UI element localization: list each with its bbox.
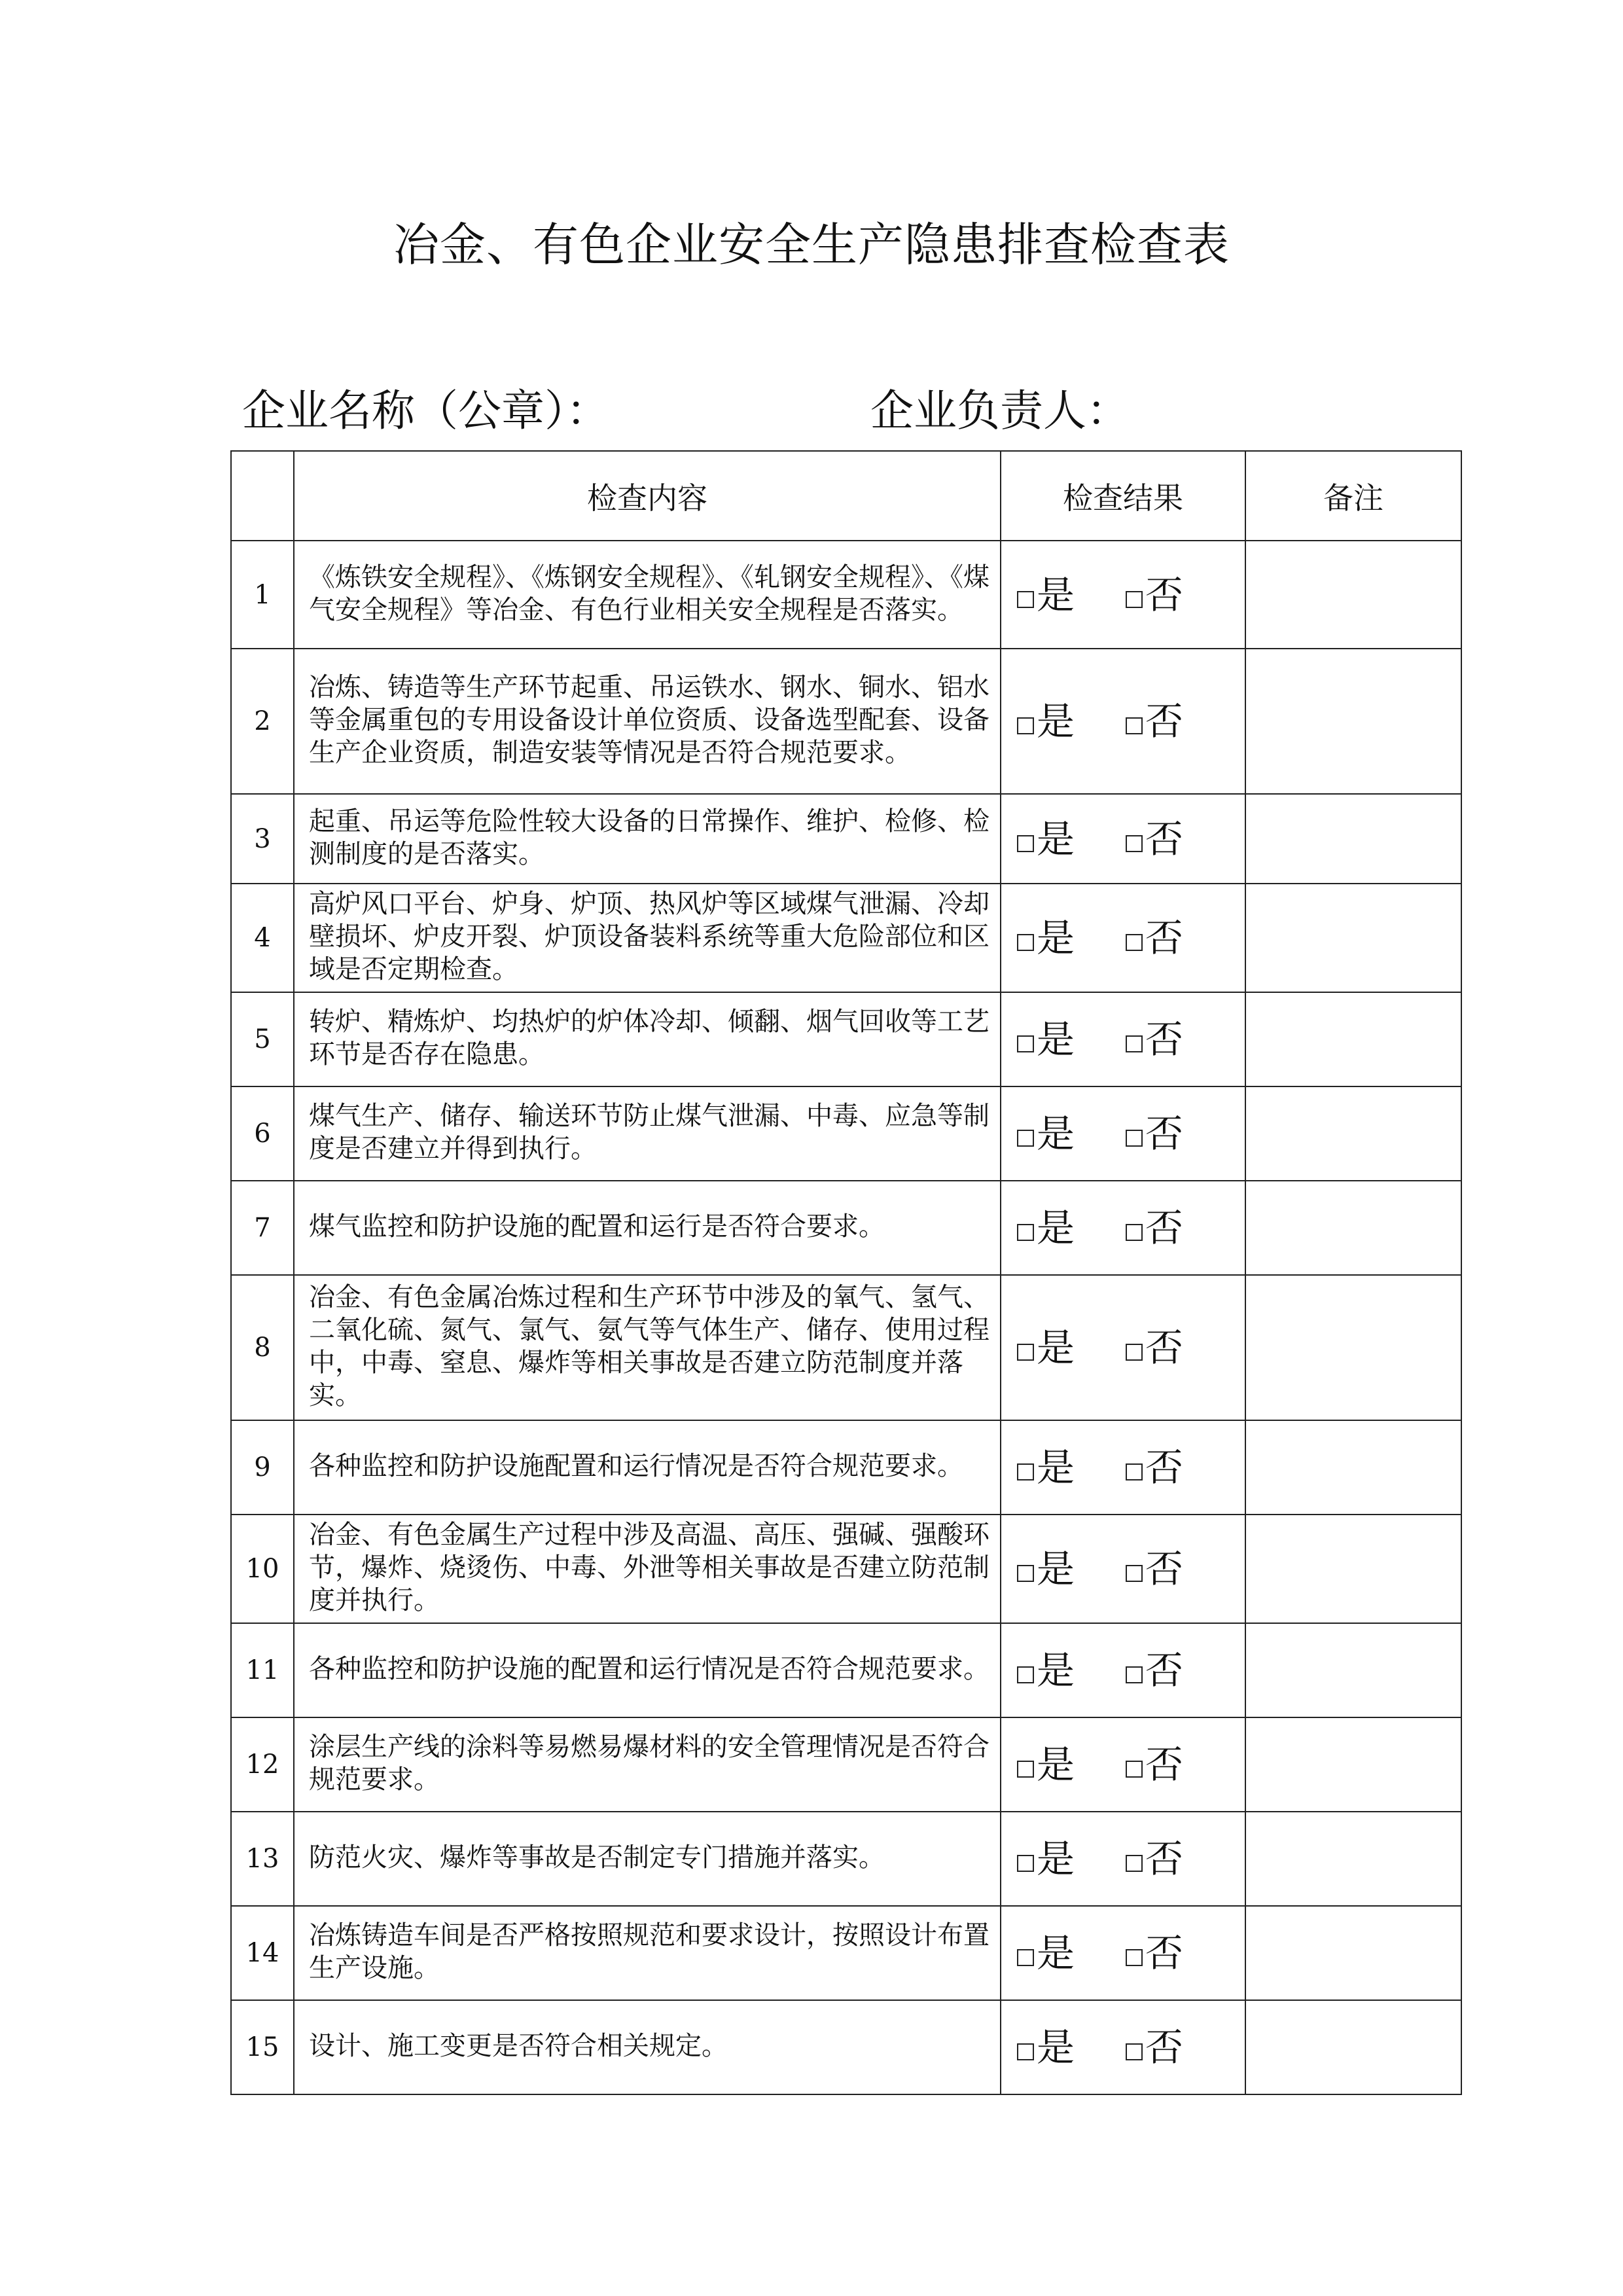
yes-option[interactable] (1017, 1017, 1075, 1062)
checkbox-icon[interactable] (1126, 2043, 1143, 2060)
checkbox-icon[interactable] (1017, 1666, 1034, 1683)
result-options (1001, 1275, 1245, 1420)
yes-label: 是 (1037, 1648, 1075, 1693)
yes-label: 是 (1037, 1742, 1075, 1787)
no-label: 否 (1145, 1837, 1184, 1881)
checkbox-icon[interactable] (1017, 1130, 1034, 1147)
table-row (231, 1420, 1461, 1515)
yes-option[interactable] (1017, 1742, 1075, 1787)
row-number: 1 (231, 541, 294, 649)
row-content: 各种监控和防护设施配置和运行情况是否符合规范要求。 (294, 1420, 1001, 1515)
no-option[interactable] (1126, 1017, 1184, 1062)
row-content: 冶金、有色金属生产过程中涉及高温、高压、强碱、强酸环节，爆炸、烧烫伤、中毒、外泄等相关事故是否建立防范制度并执行。 (294, 1515, 1001, 1623)
row-content: 防范火灾、爆炸等事故是否制定专门措施并落实。 (294, 1812, 1001, 1906)
yes-label: 是 (1037, 1111, 1075, 1156)
row-content: 《炼铁安全规程》、《炼钢安全规程》、《轧钢安全规程》、《煤气安全规程》等冶金、有色行业相关安全规程是否落实。 (294, 541, 1001, 649)
no-label: 否 (1145, 1547, 1184, 1591)
yes-label: 是 (1037, 1931, 1075, 1975)
checkbox-icon[interactable] (1017, 1855, 1034, 1872)
row-content: 冶炼铸造车间是否严格按照规范和要求设计，按照设计布置生产设施。 (294, 1906, 1001, 2000)
table-row (231, 1086, 1461, 1181)
yes-label: 是 (1037, 572, 1075, 617)
table-row (231, 1906, 1461, 2000)
result-options (1001, 992, 1245, 1086)
row-remark[interactable] (1245, 1181, 1461, 1275)
yes-option[interactable] (1017, 699, 1075, 744)
no-option[interactable] (1126, 1111, 1184, 1156)
row-remark[interactable] (1245, 1275, 1461, 1420)
table-row (231, 1623, 1461, 1717)
result-options (1001, 884, 1245, 992)
row-content: 高炉风口平台、炉身、炉顶、热风炉等区域煤气泄漏、冷却壁损坏、炉皮开裂、炉顶设备装料系统等重大危险部位和区域是否定期检查。 (294, 884, 1001, 992)
no-option[interactable] (1126, 2025, 1184, 2070)
row-remark[interactable] (1245, 1717, 1461, 1812)
no-option[interactable] (1126, 1648, 1184, 1693)
result-options (1001, 2000, 1245, 2094)
checkbox-icon[interactable] (1017, 1949, 1034, 1966)
result-options (1001, 794, 1245, 884)
row-remark[interactable] (1245, 992, 1461, 1086)
checkbox-icon[interactable] (1017, 835, 1034, 852)
row-content: 涂层生产线的涂料等易燃易爆材料的安全管理情况是否符合规范要求。 (294, 1717, 1001, 1812)
checkbox-icon[interactable] (1126, 1463, 1143, 1480)
no-label: 否 (1145, 1445, 1184, 1490)
no-label: 否 (1145, 572, 1184, 617)
row-remark[interactable] (1245, 1623, 1461, 1717)
checkbox-icon[interactable] (1126, 1035, 1143, 1052)
table-row (231, 1717, 1461, 1812)
yes-label: 是 (1037, 1445, 1075, 1490)
row-number: 10 (231, 1515, 294, 1623)
yes-label: 是 (1037, 1547, 1075, 1591)
checkbox-icon[interactable] (1126, 1565, 1143, 1582)
checkbox-icon[interactable] (1126, 835, 1143, 852)
no-option[interactable] (1126, 1547, 1184, 1591)
no-option[interactable] (1126, 816, 1184, 861)
no-option[interactable] (1126, 1837, 1184, 1881)
table-row (231, 884, 1461, 992)
checkbox-icon[interactable] (1126, 1130, 1143, 1147)
checkbox-icon[interactable] (1126, 1344, 1143, 1361)
result-options (1001, 1717, 1245, 1812)
yes-label: 是 (1037, 1206, 1075, 1250)
result-options (1001, 1623, 1245, 1717)
no-label: 否 (1145, 2025, 1184, 2070)
result-options (1001, 1420, 1245, 1515)
header-remark: 备注 (1245, 451, 1461, 541)
row-number: 11 (231, 1623, 294, 1717)
yes-label: 是 (1037, 699, 1075, 744)
checkbox-icon[interactable] (1126, 717, 1143, 734)
table-row (231, 1812, 1461, 1906)
row-number: 2 (231, 649, 294, 794)
no-option[interactable] (1126, 1742, 1184, 1787)
checkbox-icon[interactable] (1126, 1666, 1143, 1683)
row-number: 14 (231, 1906, 294, 2000)
row-remark[interactable] (1245, 1420, 1461, 1515)
row-remark[interactable] (1245, 1906, 1461, 2000)
no-option[interactable] (1126, 1445, 1184, 1490)
result-options (1001, 1086, 1245, 1181)
header-result: 检查结果 (1001, 451, 1245, 541)
row-number: 6 (231, 1086, 294, 1181)
no-option[interactable] (1126, 918, 1183, 958)
row-number: 4 (231, 884, 294, 992)
no-label: 否 (1145, 1111, 1184, 1156)
yes-label: 是 (1037, 1325, 1075, 1370)
result-options (1001, 1515, 1245, 1623)
yes-option[interactable] (1017, 1445, 1075, 1490)
row-number: 5 (231, 992, 294, 1086)
result-options (1001, 1181, 1245, 1275)
row-content: 设计、施工变更是否符合相关规定。 (294, 2000, 1001, 2094)
table-header-row (231, 451, 1461, 541)
header-number (231, 451, 294, 541)
row-remark[interactable] (1245, 1812, 1461, 1906)
yes-option[interactable] (1017, 1325, 1075, 1370)
checkbox-icon[interactable] (1126, 934, 1143, 951)
no-option[interactable] (1126, 1325, 1184, 1370)
row-number: 3 (231, 794, 294, 884)
yes-label: 是 (1037, 1017, 1075, 1062)
result-options (1001, 649, 1245, 794)
checkbox-icon[interactable] (1126, 1855, 1143, 1872)
checkbox-icon[interactable] (1017, 934, 1034, 951)
row-content: 煤气监控和防护设施的配置和运行是否符合要求。 (294, 1181, 1001, 1275)
row-number: 9 (231, 1420, 294, 1515)
no-label: 否 (1145, 1017, 1184, 1062)
row-number: 8 (231, 1275, 294, 1420)
header-content: 检查内容 (294, 451, 1001, 541)
result-options (1001, 541, 1245, 649)
row-number: 13 (231, 1812, 294, 1906)
table-row (231, 794, 1461, 884)
yes-option[interactable] (1017, 1111, 1075, 1156)
checkbox-icon[interactable] (1017, 1463, 1034, 1480)
no-label: 否 (1145, 1742, 1184, 1787)
checkbox-icon[interactable] (1017, 1344, 1034, 1361)
yes-label: 是 (1037, 816, 1075, 861)
table-row (231, 1181, 1461, 1275)
checkbox-icon[interactable] (1126, 591, 1143, 608)
row-content: 冶炼、铸造等生产环节起重、吊运铁水、钢水、铜水、铝水等金属重包的专用设备设计单位资质、设备选型配套、设备生产企业资质，制造安装等情况是否符合规范要求。 (294, 649, 1001, 794)
no-option[interactable] (1126, 699, 1184, 744)
checkbox-icon[interactable] (1017, 717, 1034, 734)
company-name-label: 企业名称（公章）： (242, 386, 609, 436)
checkbox-icon[interactable] (1017, 2043, 1034, 2060)
checkbox-icon[interactable] (1017, 1565, 1034, 1582)
table-row (231, 1275, 1461, 1420)
checkbox-icon[interactable] (1126, 1224, 1143, 1241)
yes-option[interactable] (1017, 1837, 1075, 1881)
no-label: 否 (1145, 699, 1184, 744)
inspection-table (230, 450, 1462, 2095)
table-row (231, 992, 1461, 1086)
row-number: 15 (231, 2000, 294, 2094)
yes-option[interactable] (1017, 918, 1075, 958)
row-remark[interactable] (1245, 1515, 1461, 1623)
yes-option[interactable] (1017, 1648, 1075, 1693)
no-option[interactable] (1126, 1206, 1184, 1250)
table-row (231, 649, 1461, 794)
row-remark[interactable] (1245, 541, 1461, 649)
row-remark[interactable] (1245, 794, 1461, 884)
checkbox-icon[interactable] (1017, 1224, 1034, 1241)
yes-label: 是 (1037, 1837, 1075, 1881)
no-label: 否 (1145, 916, 1184, 960)
checkbox-icon[interactable] (1126, 1761, 1143, 1778)
row-number: 12 (231, 1717, 294, 1812)
table-row (231, 2000, 1461, 2094)
no-label: 否 (1145, 816, 1184, 861)
checkbox-icon[interactable] (1126, 1949, 1143, 1966)
yes-label: 是 (1037, 2025, 1075, 2070)
row-content: 起重、吊运等危险性较大设备的日常操作、维护、检修、检测制度的是否落实。 (294, 794, 1001, 884)
row-remark[interactable] (1245, 2000, 1461, 2094)
page-title: 冶金、有色企业安全生产隐患排查检查表 (393, 218, 1230, 272)
row-content: 煤气生产、储存、输送环节防止煤气泄漏、中毒、应急等制度是否建立并得到执行。 (294, 1086, 1001, 1181)
no-label: 否 (1145, 1325, 1184, 1370)
no-option[interactable] (1126, 1933, 1183, 1973)
row-remark[interactable] (1245, 884, 1461, 992)
checkbox-icon[interactable] (1017, 591, 1034, 608)
row-content: 冶金、有色金属冶炼过程和生产环节中涉及的氧气、氢气、二氧化硫、氮气、氯气、氨气等气体生产、储存、使用过程中，中毒、窒息、爆炸等相关事故是否建立防范制度并落实。 (294, 1275, 1001, 1420)
no-label: 否 (1145, 1206, 1184, 1250)
yes-option[interactable] (1017, 2025, 1075, 2070)
table-row (231, 541, 1461, 649)
yes-option[interactable] (1017, 1547, 1075, 1591)
no-label: 否 (1145, 1931, 1184, 1975)
row-number: 7 (231, 1181, 294, 1275)
yes-label: 是 (1037, 916, 1075, 960)
row-remark[interactable] (1245, 1086, 1461, 1181)
checkbox-icon[interactable] (1017, 1035, 1034, 1052)
table-row (231, 1515, 1461, 1623)
result-options (1001, 1906, 1245, 2000)
company-manager-label: 企业负责人： (870, 386, 1130, 436)
row-content: 转炉、精炼炉、均热炉的炉体冷却、倾翻、烟气回收等工艺环节是否存在隐患。 (294, 992, 1001, 1086)
yes-option[interactable] (1017, 572, 1075, 617)
result-options (1001, 1812, 1245, 1906)
yes-option[interactable] (1017, 816, 1075, 861)
yes-option[interactable] (1017, 1933, 1075, 1973)
checkbox-icon[interactable] (1017, 1761, 1034, 1778)
yes-option[interactable] (1017, 1206, 1075, 1250)
no-option[interactable] (1126, 572, 1184, 617)
row-remark[interactable] (1245, 649, 1461, 794)
row-content: 各种监控和防护设施的配置和运行情况是否符合规范要求。 (294, 1623, 1001, 1717)
no-label: 否 (1145, 1648, 1184, 1693)
